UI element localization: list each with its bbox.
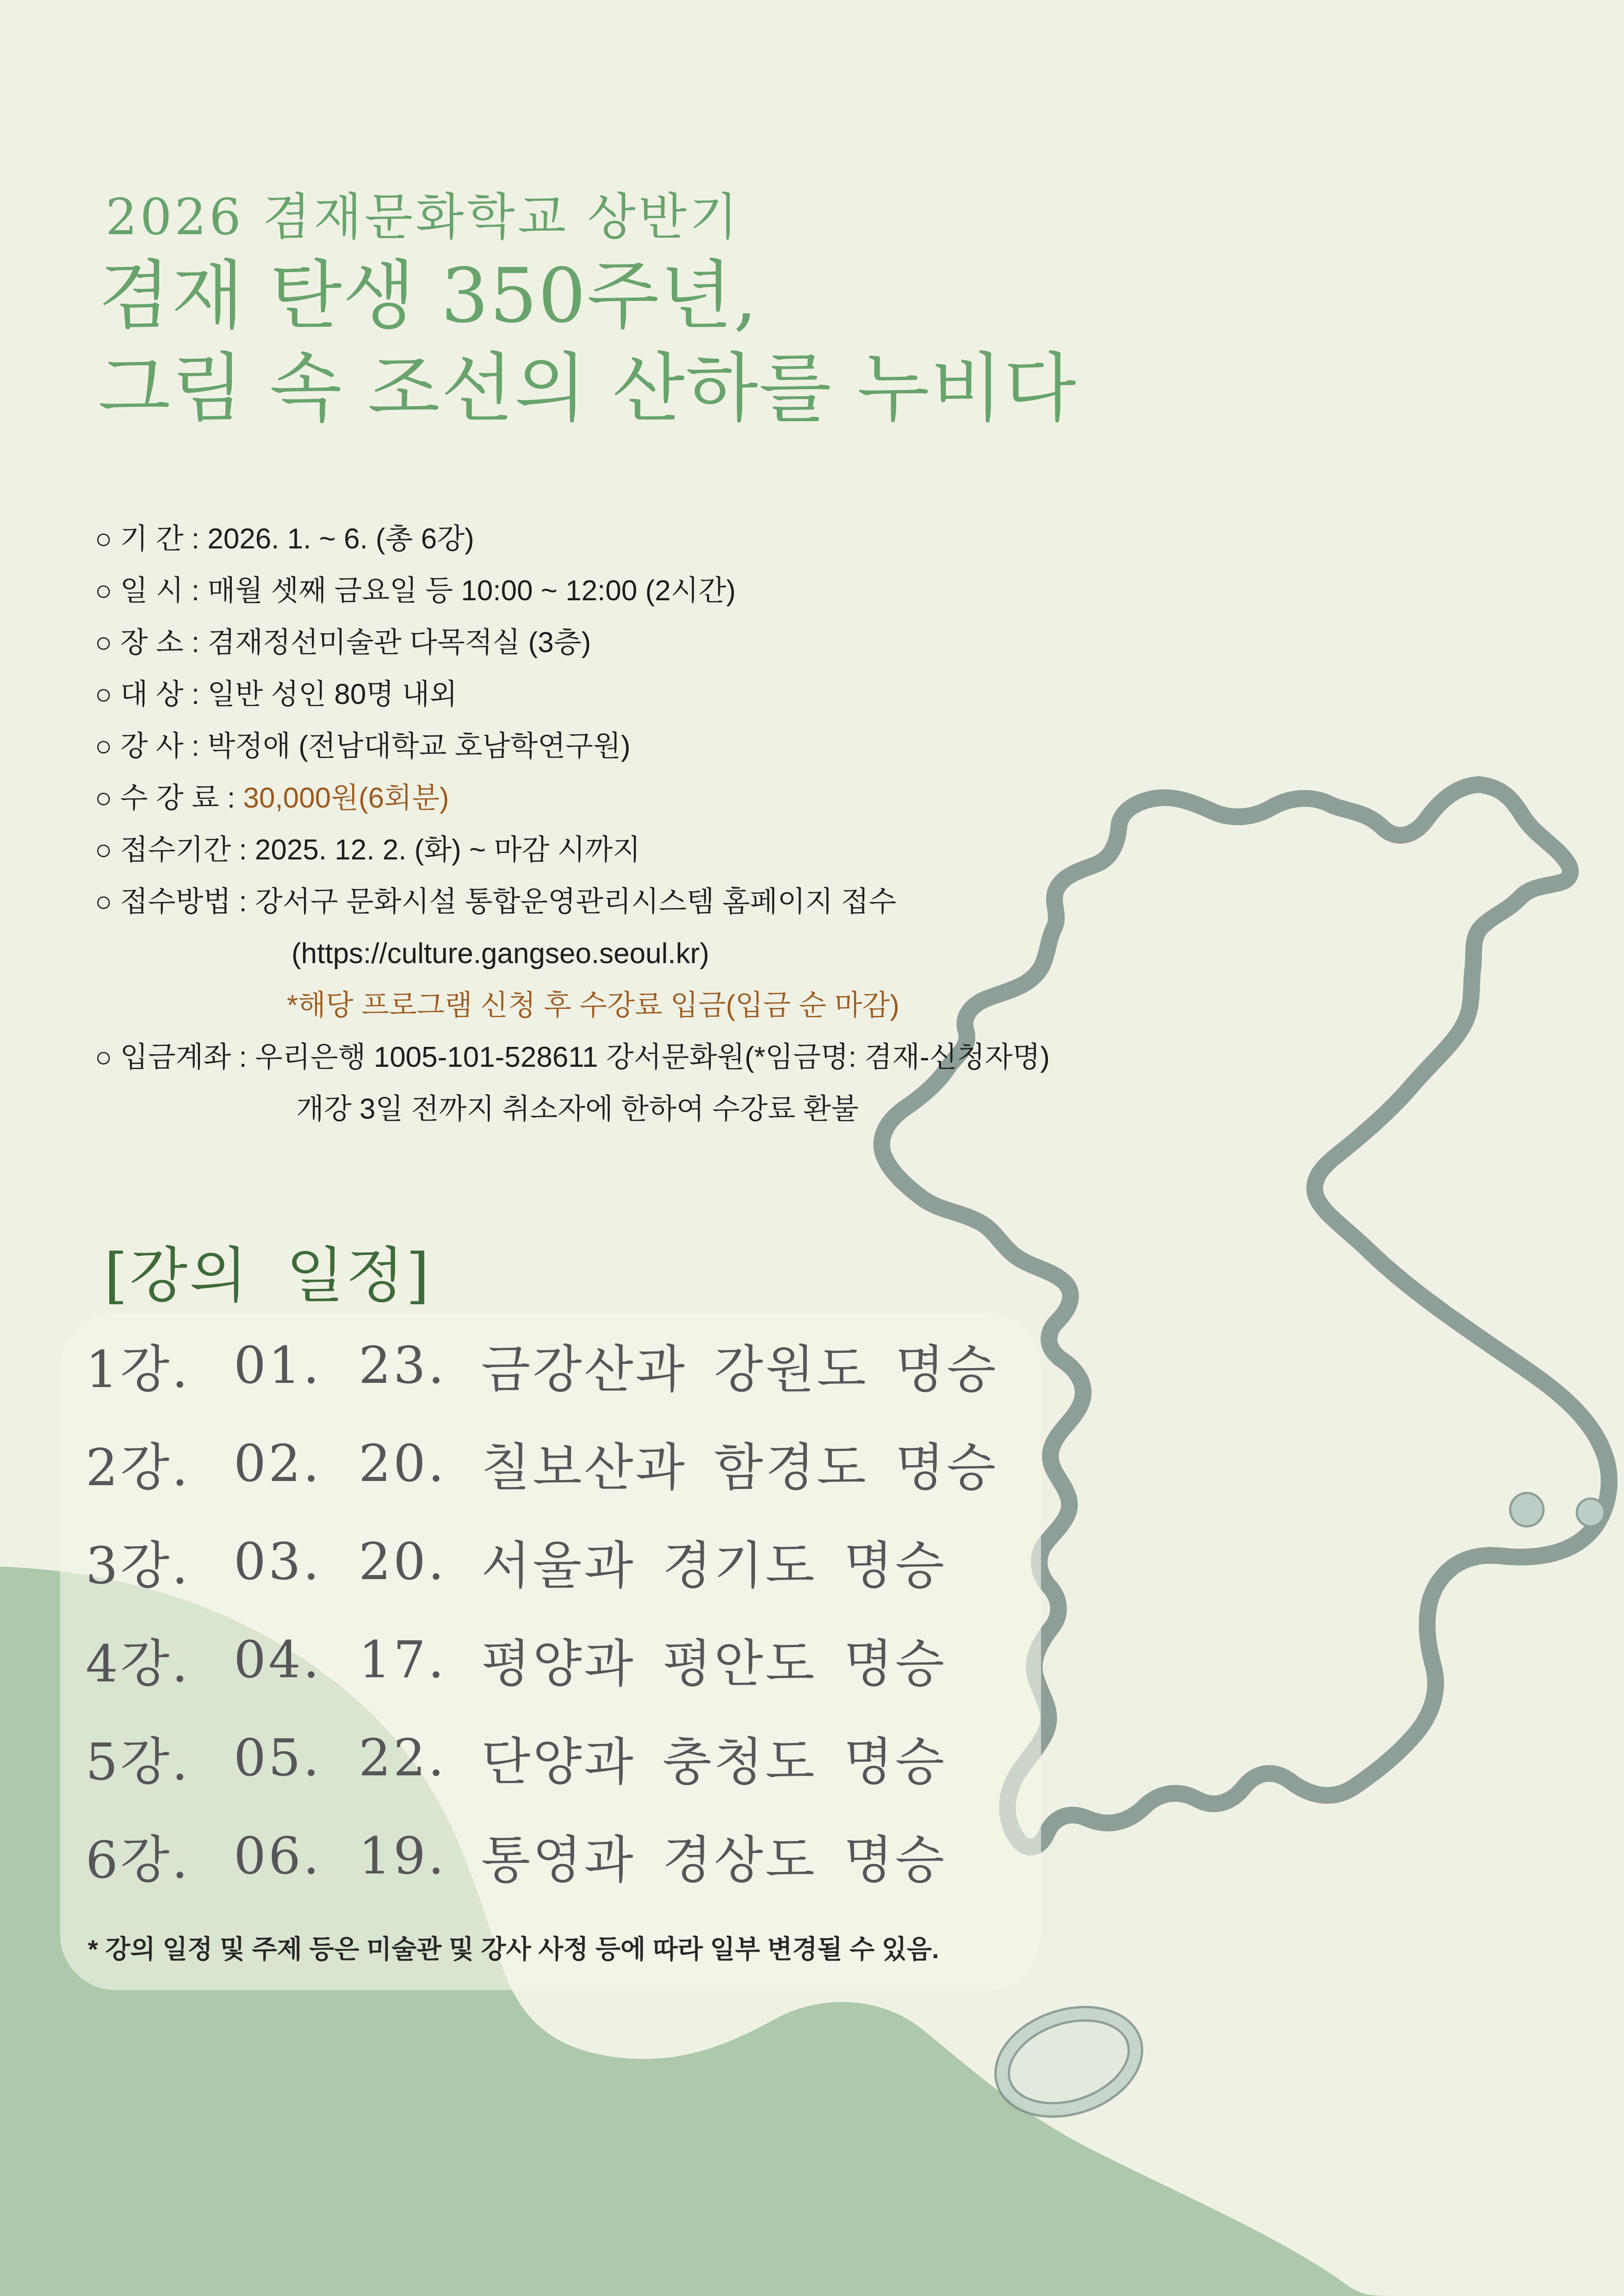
poster-title-line1: 겸재 탄생 350주년, — [98, 253, 758, 340]
schedule-row — [86, 1316, 1039, 1414]
info-reg-method: ○ 접수방법 : 강서구 문화시설 통합운영관리시스템 홈페이지 접수 — [95, 886, 897, 918]
lecture-topic: 통영과 경상도 명승 — [481, 1830, 947, 1890]
info-lecturer: ○ 강 사 : 박정애 (전남대학교 호남학연구원) — [95, 730, 631, 762]
info-reg-note: *해당 프로그램 신청 후 수강료 입금(입금 순 마감) — [287, 989, 899, 1021]
lecture-month: 06. — [234, 1826, 322, 1885]
lecture-no: 3강. — [86, 1536, 191, 1595]
info-reg-url: (https://culture.gangseo.seoul.kr) — [291, 938, 709, 970]
schedule-row — [86, 1512, 1039, 1611]
lecture-month: 05. — [234, 1728, 322, 1787]
schedule-heading: [강의 일정] — [104, 1240, 432, 1311]
lecture-topic: 금강산과 강원도 명승 — [481, 1340, 998, 1399]
lecture-day: 17. — [359, 1630, 446, 1689]
lecture-topic: 단양과 충청도 명승 — [481, 1732, 947, 1792]
lecture-topic: 서울과 경기도 명승 — [481, 1536, 947, 1595]
lecture-month: 02. — [234, 1434, 322, 1493]
info-fee-value: 30,000원(6회분) — [243, 782, 449, 814]
info-period: ○ 기 간 : 2026. 1. ~ 6. (총 6강) — [95, 523, 474, 555]
lecture-month: 04. — [234, 1630, 322, 1689]
schedule-row — [86, 1611, 1039, 1709]
lecture-no: 1강. — [86, 1340, 191, 1399]
lecture-day: 20. — [359, 1434, 446, 1493]
lecture-day: 19. — [359, 1826, 446, 1885]
lecture-month: 03. — [234, 1532, 322, 1591]
info-fee — [95, 772, 1437, 824]
poster-title — [98, 250, 1077, 435]
info-datetime: ○ 일 시 : 매월 셋째 금요일 등 10:00 ~ 12:00 (2시간) — [95, 575, 736, 607]
lecture-day: 23. — [359, 1336, 446, 1395]
poster-title-line2: 그림 속 조선의 산하를 누비다 — [98, 345, 1077, 432]
info-refund: 개강 3일 전까지 취소자에 한하여 수강료 환불 — [296, 1093, 859, 1125]
schedule-list — [86, 1316, 1039, 1905]
schedule-row — [86, 1709, 1039, 1807]
info-reg-period: ○ 접수기간 : 2025. 12. 2. (화) ~ 마감 시까지 — [95, 834, 641, 866]
decorative-dots-icon — [1510, 1493, 1605, 1526]
schedule-row — [86, 1414, 1039, 1512]
lecture-topic: 칠보산과 함경도 명승 — [481, 1438, 998, 1497]
lecture-no: 2강. — [86, 1438, 191, 1497]
program-info-list — [95, 513, 1437, 1135]
info-fee-label: ○ 수 강 료 : — [95, 782, 243, 814]
schedule-row — [86, 1807, 1039, 1905]
schedule-disclaimer: * 강의 일정 및 주제 등은 미술관 및 강사 사정 등에 따라 일부 변경될 수 있음. — [88, 1935, 939, 1964]
lecture-day: 22. — [359, 1728, 446, 1787]
lecture-no: 6강. — [86, 1830, 191, 1890]
info-venue: ○ 장 소 : 겸재정선미술관 다목적실 (3층) — [95, 627, 591, 659]
jeju-island-icon — [990, 1997, 1148, 2126]
info-account: ○ 입금계좌 : 우리은행 1005-101-528611 강서문화원(*임금명: 겸재-신청자명) — [95, 1041, 1050, 1073]
lecture-topic: 평양과 평안도 명승 — [481, 1634, 947, 1693]
lecture-day: 20. — [359, 1532, 446, 1591]
lecture-no: 4강. — [86, 1634, 191, 1693]
poster-kicker: 2026 겸재문화학교 상반기 — [105, 188, 741, 246]
lecture-month: 01. — [234, 1336, 322, 1395]
lecture-no: 5강. — [86, 1732, 191, 1792]
info-audience: ○ 대 상 : 일반 성인 80명 내외 — [95, 678, 458, 710]
